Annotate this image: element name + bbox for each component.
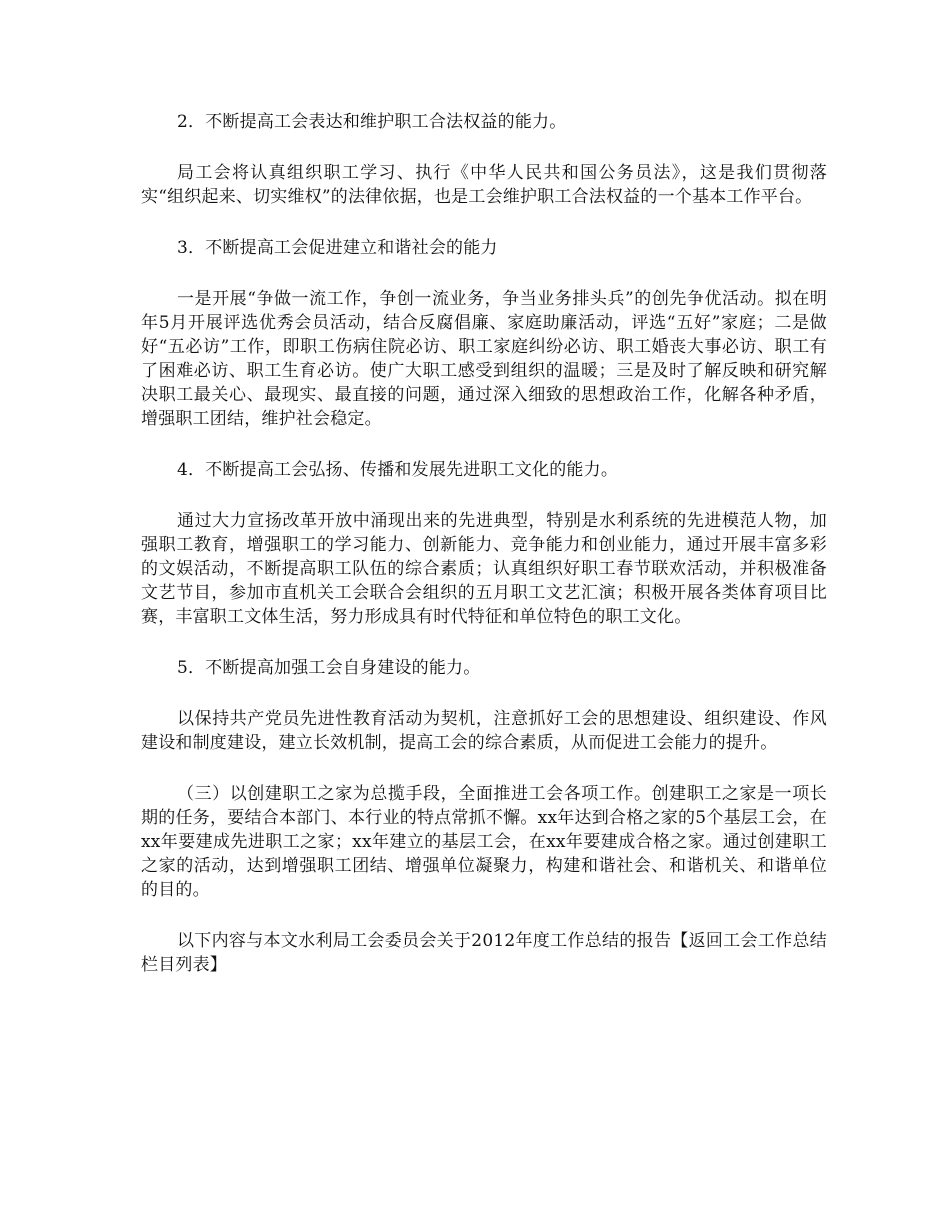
- section-heading-4: 4．不断提高工会弘扬、传播和发展先进职工文化的能力。: [177, 460, 619, 480]
- paragraph-4: 通过大力宣扬改革开放中涌现出来的先进典型，特别是水利系统的先进模范人物，加强职工教育，增强职工的学习能力、创新能力、竞争能力和创业能力，通过开展丰富多彩的文娱活动，不断提高职工队伍的综合素质；认真组织好职工春节联欢活动，并积极准备文艺节目，参加市直机关工会联合会组织的五月职工文艺汇演；积极开展各类体育项目比赛，丰富职工文体生活，努力形成具有时代特征和单位特色的职工文化。: [141, 511, 827, 627]
- paragraph-2: 局工会将认真组织职工学习、执行《中华人民共和国公务员法》，这是我们贯彻落实“组织起来、切实维权”的法律依据，也是工会维护职工合法权益的一个基本工作平台。: [141, 163, 827, 207]
- document-body: [141, 110, 827, 977]
- closing-paragraph: 以下内容与本文水利局工会委员会关于2012年度工作总结的报告【返回工会工作总结栏目列表】: [141, 931, 827, 975]
- paragraph-3: 一是开展“争做一流工作，争创一流业务，争当业务排头兵”的创先争优活动。拟在明年5月开展评选优秀会员活动，结合反腐倡廉、家庭助廉活动，评选“五好”家庭；二是做好“五必访”工作，即职工伤病住院必访、职工家庭纠纷必访、职工婚丧大事必访、职工有了困难必访、职工生育必访。使广大职工感受到组织的温暖；三是及时了解反映和研究解决职工最关心、最现实、最直接的问题，通过深入细致的思想政治工作，化解各种矛盾，增强职工团结，维护社会稳定。: [141, 289, 827, 429]
- section-heading-2: 2．不断提高工会表达和维护职工合法权益的能力。: [177, 112, 567, 132]
- paragraph-5: 以保持共产党员先进性教育活动为契机，注意抓好工会的思想建设、组织建设、作风建设和制度建设，建立长效机制，提高工会的综合素质，从而促进工会能力的提升。: [141, 709, 827, 753]
- section-heading-3: 3．不断提高工会促进建立和谐社会的能力: [177, 238, 498, 258]
- paragraph-6: （三）以创建职工之家为总揽手段，全面推进工会各项工作。创建职工之家是一项长期的任务，要结合本部门、本行业的特点常抓不懈。xx年达到合格之家的5个基层工会，在xx年要建成先进职工之家；xx年建立的基层工会，在xx年要建成合格之家。通过创建职工之家的活动，达到增强职工团结、增强单位凝聚力，构建和谐社会、和谐机关、和谐单位的目的。: [141, 784, 827, 900]
- section-heading-5: 5．不断提高加强工会自身建设的能力。: [177, 658, 481, 678]
